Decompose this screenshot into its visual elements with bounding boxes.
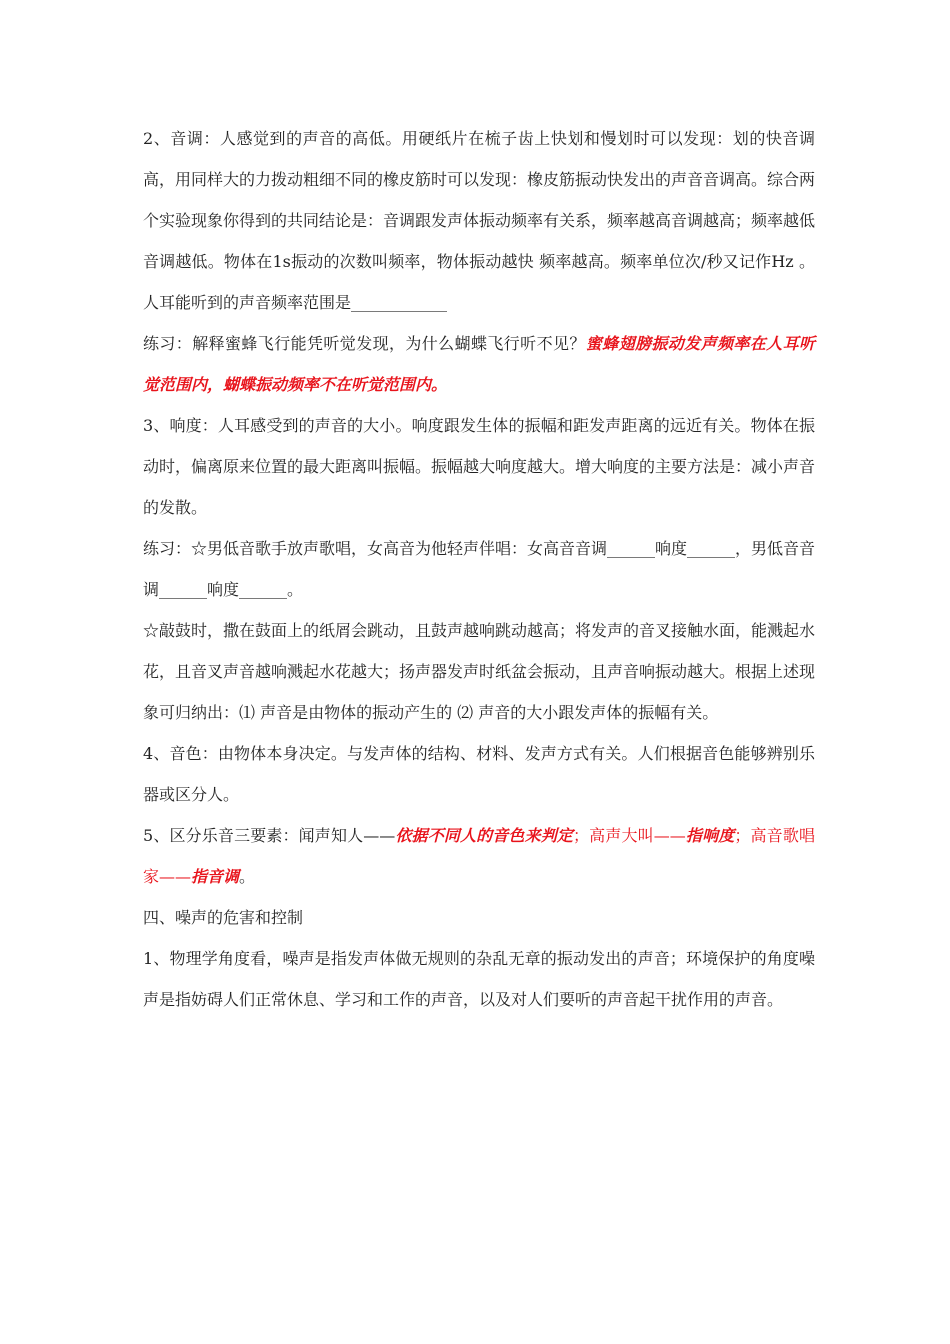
paragraph-noise-definition: 1、物理学角度看，噪声是指发声体做无规则的杂乱无章的振动发出的声音；环境保护的角度噪声是指妨碍人们正常休息、学习和工作的声音，以及对人们要听的声音起干扰作用的声音。 <box>143 949 815 1009</box>
paragraph-loudness: 3、响度：人耳感受到的声音的大小。响度跟发生体的振幅和距发声距离的远近有关。物体在振动时，偏离原来位置的最大距离叫振幅。振幅越大响度越大。增大响度的主要方法是：减小声音的发散。 <box>143 416 816 517</box>
document-page <box>143 118 815 1020</box>
paragraph-pitch: 2、音调：人感觉到的声音的高低。用硬纸片在梳子齿上快划和慢划时可以发现：划的快音调高，用同样大的力拨动粗细不同的橡皮筋时可以发现：橡皮筋振动快发出的声音音调高。综合两个实验现象你得到的共同结论是：音调跟发声体振动频率有关系，频率越高音调越高；频率越低音调越低。物体在1s振动的次数叫频率，物体振动越快 频率越高。频率单位次/秒又记作Hz 。人耳能听到的声音频率范围是____________ <box>143 129 816 312</box>
exercise-question: 练习：解释蜜蜂飞行能凭听觉发现，为什么蝴蝶飞行听不见？ <box>143 334 586 353</box>
three-elements-mid-2: ；高音歌唱家—— <box>143 826 815 886</box>
paragraph-exercise-bee <box>143 323 815 405</box>
answer-pitch: 指音调 <box>191 867 240 886</box>
exercise-answer: 蜜蜂翅膀振动发声频率在人耳听觉范围内，蝴蝶振动频率不在听觉范围内 <box>143 334 815 394</box>
exercise-answer-end: 。 <box>431 375 448 394</box>
answer-timbre: 依据不同人的音色来判定 <box>395 826 574 845</box>
three-elements-end: 。 <box>239 867 256 886</box>
three-elements-lead: 5、区分乐音三要素：闻声知人—— <box>143 826 396 845</box>
paragraph-drum-observation: ☆敲鼓时，撒在鼓面上的纸屑会跳动，且鼓声越响跳动越高；将发声的音叉接触水面，能溅起水花，且音叉声音越响溅起水花越大；扬声器发声时纸盆会振动，且声音响振动越大。根据上述现象可归纳出：⑴ 声音是由物体的振动产生的 ⑵ 声音的大小跟发声体的振幅有关。 <box>143 621 816 722</box>
answer-loudness: 指响度 <box>685 826 735 845</box>
paragraph-timbre: 4、音色：由物体本身决定。与发声体的结构、材料、发声方式有关。人们根据音色能够辨别乐器或区分人。 <box>143 744 815 804</box>
paragraph-exercise-singers: 练习：☆男低音歌手放声歌唱，女高音为他轻声伴唱：女高音音调______响度______，男低音音调______响度______。 <box>143 539 816 599</box>
section-heading-noise: 四、噪声的危害和控制 <box>143 908 304 927</box>
paragraph-three-elements <box>143 815 815 897</box>
three-elements-mid-1: ；高声大叫—— <box>573 826 686 845</box>
